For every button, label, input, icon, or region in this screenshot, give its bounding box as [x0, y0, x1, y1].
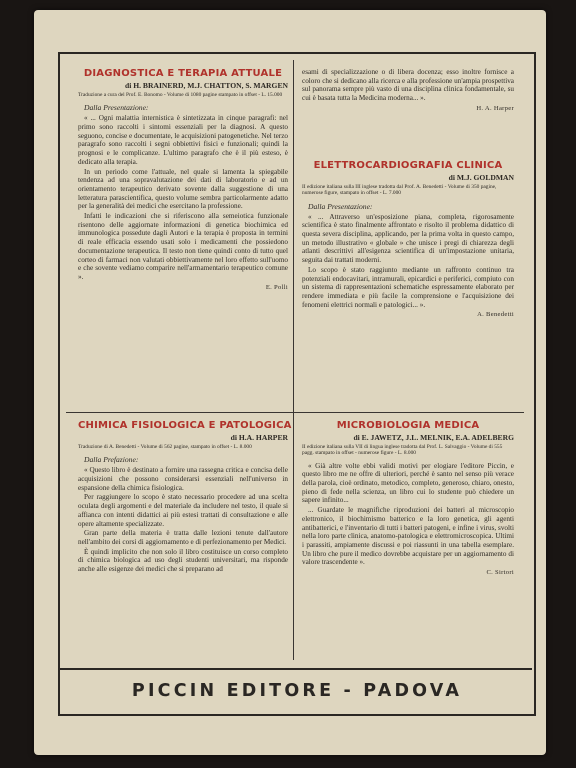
presentation-label: Dalla Presentazione: [84, 103, 149, 113]
book-title: CHIMICA FISIOLOGICA E PATOLOGICA [78, 420, 292, 431]
column-divider [293, 60, 294, 660]
book-chimica [78, 420, 292, 574]
book-details: Traduzione di A. Benedetti - Volume di 562 pagine, stampato in offset - L. 8.000 [78, 444, 252, 450]
review-paragraph: Per raggiungere lo scopo è stato necessario procedere ad una scelta oculata degli argomenti e del materiale da includere nel testo, il quale si affianca con intenti didattici ai più estesi trattati di consultazione e alle opere altamente specializzate. [78, 493, 288, 528]
preface-label: Dalla Prefazione: [84, 455, 139, 465]
book-title: DIAGNOSTICA E TERAPIA ATTUALE [83, 68, 283, 79]
review-paragraph: « ... Attraverso un'esposizione piana, completa, rigorosamente scientifica è stato finalmente affrontato e risolto il problema didattico di questa severa disciplina, applicando, per la prima volta in questo campo, un metodo illustrativo « globale » che unisce i pregi di chiarezza degli atlanti descrittivi all'esigenza scientifica di un'impostazione unitaria, seguita dai trattati moderni. [302, 212, 514, 265]
review-paragraph: « ... Ogni malattia internistica è sintetizzata in cinque paragrafi: nel primo sono raccolti i sintomi essenziali per la diagnosi. A questo seguono, concise e documentate, le acquisizioni patogenetiche. Nel terzo paragrafo sono raccolti i segni obbiettivi fisici e funzionali; quindi la prognosi e le complicanze. L'ultimo paragrafo che è il più esteso, è dedicato alla terapia. [78, 114, 288, 166]
book-title: ELETTROCARDIOGRAFIA CLINICA [313, 160, 503, 171]
reviewer-signature: E. Polli [265, 283, 288, 291]
harper-continuation [302, 68, 514, 112]
book-details: Traduzione a cura del Prof. E. Bonomo - Volume di 1080 pagine stampato in offset - L. 15.000 [78, 92, 283, 98]
book-authors: di H.A. HARPER [230, 433, 288, 442]
reviewer-signature: C. Sirtori [486, 569, 514, 577]
review-paragraph: ... Guardate le magnifiche riproduzioni dei batteri al microscopio elettronico, il biochimismo batterico e la loro genetica, gli agenti antibatterici, e l'inventario di tutti i batteri patogeni, e infine i virus, svolti nella loro parte clinica, anatomo-patologica e elettromicroscopica. Ultimi i parassiti, ampiamente discussi e poi riassunti in una tabella esemplare. Un libro che pure il medico dovrebbe acquistare per un aggiornamento di valore trascendente ». [302, 506, 514, 567]
review-paragraph: esami di specializzazione o di libera docenza; esso inoltre fornisce a coloro che si dedicano alla ricerca e alla professione un'ampia prospettiva sul panorama sempre più vasto di una disciplina clinica fondamentale, su cui è basata tutta la Medicina moderna... ». [302, 68, 514, 103]
book-microbiologia [302, 420, 514, 576]
review-paragraph: Gran parte della materia è tratta dalle lezioni tenute dall'autore nell'ambito dei corsi di aggiornamento e di perfezionamento per Medici. [78, 529, 288, 546]
presentation-label: Dalla Presentazione: [308, 201, 373, 211]
publisher-name: PICCIN EDITORE - PADOVA [131, 681, 463, 701]
reviewer-signature: A. Benedetti [477, 311, 514, 319]
book-authors: di H. BRAINERD, M.J. CHATTON, S. MARGEN [125, 81, 288, 90]
review-paragraph: Lo scopo è stato raggiunto mediante un raffronto continuo tra potenziali endocavitari, intramurali, epicardici e periferici, compiuto con un sistema di rappresentazioni schematiche espressamente elaborato per rendere immediata e più facile la comprensione e l'acquisizione dei fenomeni elettrici normali e patologici... ». [302, 265, 514, 309]
book-title: MICROBIOLOGIA MEDICA [336, 420, 480, 431]
book-authors: di E. JAWETZ, J.L. MELNIK, E.A. ADELBERG [353, 433, 514, 442]
book-back-cover [34, 10, 546, 755]
book-elettrocardiografia [302, 160, 514, 318]
review-paragraph: « Questo libro è destinato a fornire una rassegna critica e concisa delle acquisizioni che possono considerarsi essenziali nell'universo in espansione della chimica fisiologica. [78, 466, 288, 492]
review-paragraph: « Già altre volte ebbi validi motivi per elogiare l'editore Piccin, e questo libro me ne offre di ulteriori, perché è santo nel senso più verace della parola, cioè ordinato, metodico, completo, generoso, chiaro, onesto, pieno di fede nella scienza, un libro cui lo studente può chiedere un sapere infinito... [302, 461, 514, 505]
book-details: II edizione italiana sulla VII di lingua inglese tradotta dal Prof. L. Salvaggio - Volume di 555 pagg. stampato in offset - numerose figure - L. 8.000 [302, 444, 503, 457]
row-divider [66, 412, 524, 413]
book-diagnostica [78, 68, 288, 291]
book-authors: di M.J. GOLDMAN [448, 173, 514, 182]
review-paragraph: Infatti le indicazioni che si riferiscono alla semeiotica funzionale risentono delle aggiornate informazioni di genetica biochimica ed immunologica possedute dagli Autori e la terapia è proposta in termini di reale efficacia essendo usati solo i medicamenti che possiedono documentazione terapeutica. Il testo non tiene quindi conto di tutto quel corteo di farmaci non valutati obbiettivamente nel loro effetto sull'uomo e che sovente vediamo comparire nell'armamentario terapeutico comune ». [78, 212, 288, 281]
review-paragraph: È quindi implicito che non solo il libro costituisce un corso completo di chimica biologica ad uso degli studenti universitari, ma risponde anche alle esigenze dei medici che si preparano ad [78, 547, 288, 574]
book-details: II edizione italiana sulla III inglese tradotta dal Prof. A. Benedetti - Volume di 350 pagine, numerose figure, stampato in offset - L. 7.000 [302, 184, 497, 197]
reviewer-signature: H. A. Harper [476, 104, 514, 112]
review-paragraph: In un periodo come l'attuale, nel quale si lamenta la spiegabile tendenza ad una sopravalutazione dei dati di laboratorio e ad un orientamento terapeutico derivato sovente dalla suggestione di una letteratura parascientifica, questo volume sembra particolarmente adatto per la generalità dei medici che esercitano la professione. [78, 167, 288, 211]
